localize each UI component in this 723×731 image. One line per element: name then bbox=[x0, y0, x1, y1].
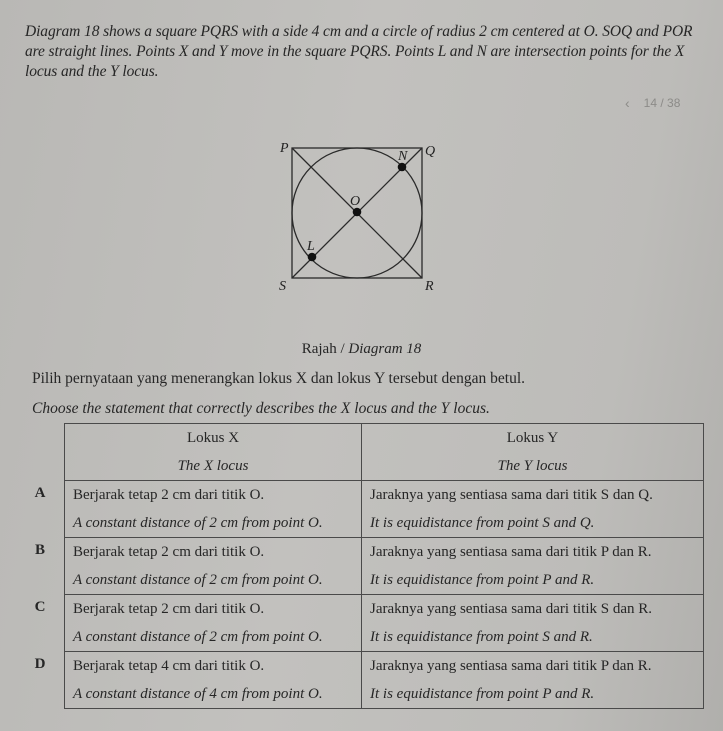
cell-d-locus-y: Jaraknya yang sentiasa sama dari titik P dan R. It is equidistance from point P and R. bbox=[362, 652, 704, 709]
cell-a-locus-x: Berjarak tetap 2 cm dari titik O. A constant distance of 2 cm from point O. bbox=[65, 481, 362, 538]
chevron-left-icon[interactable]: ‹ bbox=[625, 95, 630, 111]
page-indicator bbox=[625, 95, 680, 111]
label-q: Q bbox=[425, 144, 436, 159]
label-s: S bbox=[279, 279, 286, 294]
table-row-option-c[interactable] bbox=[65, 595, 704, 652]
cell-b-locus-y: Jaraknya yang sentiasa sama dari titik P dan R. It is equidistance from point P and R. bbox=[362, 538, 704, 595]
table-row-option-d[interactable] bbox=[65, 652, 704, 709]
intro-paragraph: Diagram 18 shows a square PQRS with a side 4 cm and a circle of radius 2 cm centered at O. SOQ and POR are straight lines. Points X and Y move in the square PQRS. Points L and N are intersection points for the X locus and the Y locus. bbox=[25, 23, 693, 80]
option-letter-a[interactable]: A bbox=[34, 485, 46, 501]
table-header-row bbox=[65, 424, 704, 481]
cell-a-locus-y: Jaraknya yang sentiasa sama dari titik S dan Q. It is equidistance from point S and Q. bbox=[362, 481, 704, 538]
option-letter-b[interactable]: B bbox=[34, 542, 45, 558]
question-english: Choose the statement that correctly describes the X locus and the Y locus. bbox=[32, 400, 490, 417]
option-letter-c[interactable]: C bbox=[34, 599, 46, 615]
header-locus-y: Lokus Y The Y locus bbox=[362, 424, 704, 481]
question-malay: Pilih pernyataan yang menerangkan lokus X dan lokus Y tersebut dengan betul. bbox=[32, 370, 526, 387]
label-n: N bbox=[398, 149, 408, 164]
page-counter: 14 / 38 bbox=[643, 96, 681, 110]
header-locus-x: Lokus X The X locus bbox=[65, 424, 362, 481]
label-l: L bbox=[307, 239, 315, 254]
label-r: R bbox=[425, 279, 434, 294]
diagram-caption: Rajah / Diagram 18 bbox=[301, 341, 422, 357]
square-circle-diagram bbox=[260, 130, 450, 300]
cell-c-locus-y: Jaraknya yang sentiasa sama dari titik S dan R. It is equidistance from point S and R. bbox=[362, 595, 704, 652]
option-letter-d[interactable]: D bbox=[34, 656, 46, 672]
cell-c-locus-x: Berjarak tetap 2 cm dari titik O. A constant distance of 2 cm from point O. bbox=[65, 595, 362, 652]
table-row-option-a[interactable] bbox=[65, 481, 704, 538]
cell-d-locus-x: Berjarak tetap 4 cm dari titik O. A constant distance of 4 cm from point O. bbox=[65, 652, 362, 709]
cell-b-locus-x: Berjarak tetap 2 cm dari titik O. A constant distance of 2 cm from point O. bbox=[65, 538, 362, 595]
label-o: O bbox=[350, 194, 361, 209]
options-table bbox=[64, 423, 704, 709]
label-p: P bbox=[280, 141, 289, 156]
table-row-option-b[interactable] bbox=[65, 538, 704, 595]
